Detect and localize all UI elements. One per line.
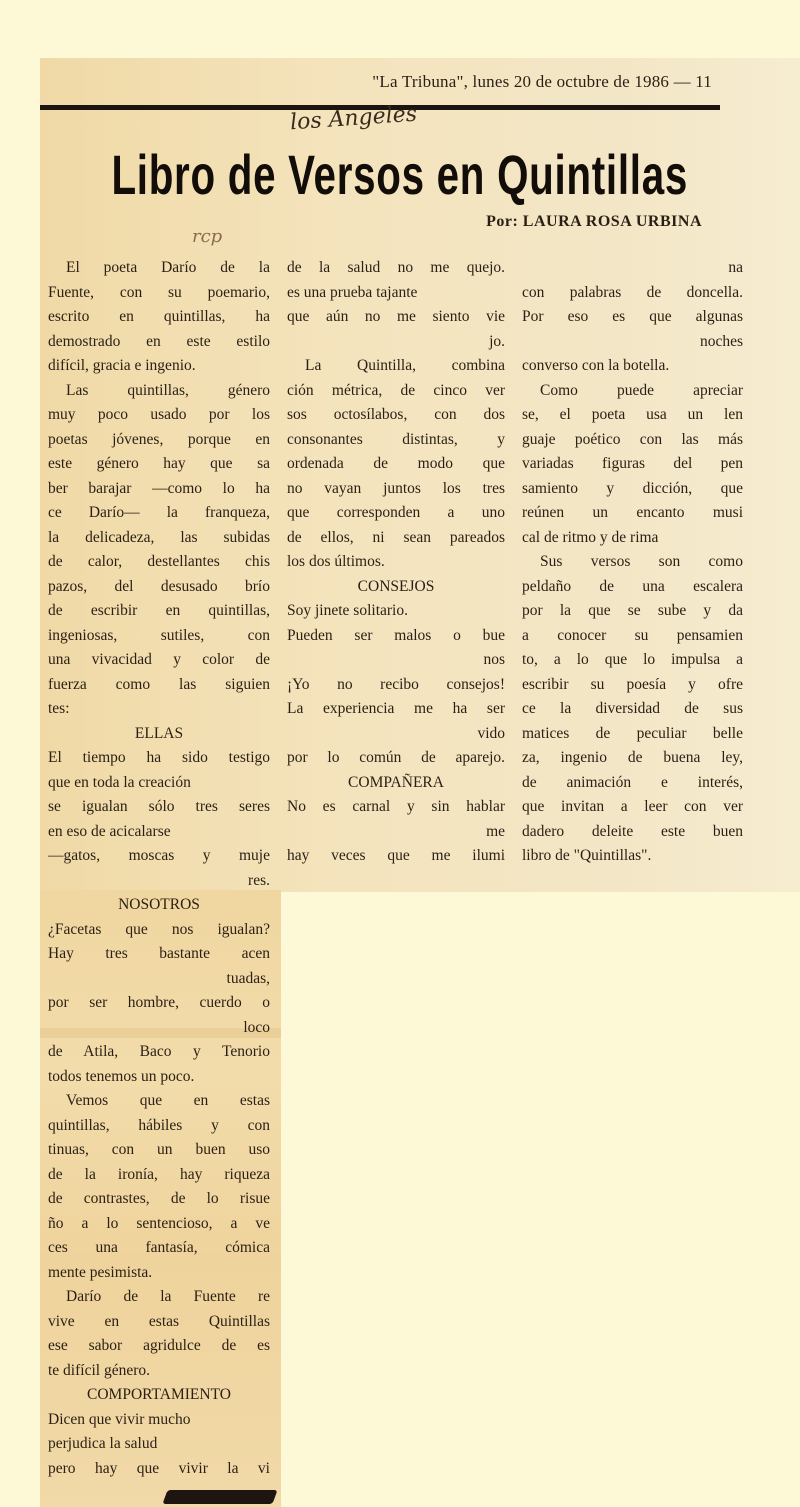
text-line: pazos, del desusado brío [48, 577, 270, 595]
text-line: se igualan sólo tres seres [48, 798, 270, 815]
handwritten-initials: rcp [192, 226, 223, 247]
text-line: sos octosílabos, con dos [287, 406, 505, 423]
section-heading: COMPAÑERA [348, 773, 444, 791]
handwritten-note: los Angeles [289, 101, 418, 136]
text-line: El poeta Darío de la [66, 259, 270, 276]
text-line: Fuente, con su poemario, [48, 283, 270, 301]
text-line: por lo común de aparejo. [287, 749, 505, 766]
text-line: dadero deleite este buen [522, 822, 743, 840]
text-line: Vemos que en estas [66, 1092, 270, 1109]
text-line: demostrado en este estilo [48, 332, 270, 350]
text-line: na [728, 259, 743, 276]
text-line: muy poco usado por los [48, 406, 270, 423]
text-line: ¿Facetas que nos igualan? [48, 920, 270, 938]
text-line: La Quintilla, combina [305, 357, 505, 374]
text-line: ¡Yo no recibo consejos! [287, 675, 505, 693]
text-line: una vivacidad y color de [48, 651, 270, 668]
text-line: no vayan juntos los tres [287, 479, 505, 497]
text-line: escribir su poesía y ofre [522, 675, 743, 693]
section-heading: NOSOTROS [118, 896, 200, 913]
text-line: difícil, gracia e ingenio. [48, 357, 196, 374]
ink-blot [162, 1490, 277, 1504]
text-line: en eso de acicalarse [48, 822, 171, 840]
text-line: Como puede apreciar [540, 381, 743, 399]
text-line: cal de ritmo y de rima [522, 528, 659, 546]
section-heading: COMPORTAMIENTO [87, 1386, 231, 1403]
text-line: hay veces que me ilumi [287, 847, 505, 864]
article-column-3 [522, 256, 743, 869]
text-line: que invitan a leer con ver [522, 798, 743, 815]
text-line: ingeniosas, sutiles, con [48, 626, 270, 644]
text-line: que en toda la creación [48, 773, 191, 791]
text-line: de animación e interés, [522, 773, 743, 791]
text-line: samiento y dicción, que [522, 479, 743, 497]
text-line: pero hay que vivir la vi [48, 1459, 270, 1477]
article-column-1 [48, 256, 270, 1481]
text-line: ese sabor agridulce de es [48, 1337, 270, 1354]
text-line: todos tenemos un poco. [48, 1067, 195, 1085]
text-line: me [486, 822, 505, 840]
text-line: de la ironía, hay riqueza [48, 1165, 270, 1183]
text-line: perjudica la salud [48, 1435, 158, 1452]
text-line: ción métrica, de cinco ver [287, 381, 505, 399]
text-line: res. [248, 871, 270, 889]
text-line: ber barajar —como lo ha [48, 479, 270, 497]
text-line: vido [477, 724, 505, 742]
text-line: de calor, destellantes chis [48, 553, 270, 570]
section-heading: CONSEJOS [357, 577, 435, 595]
text-line: con palabras de doncella. [522, 283, 743, 301]
text-line: tuadas, [226, 969, 270, 987]
text-line: que aún no me siento vie [287, 308, 505, 325]
text-line: noches [699, 332, 743, 350]
text-line: converso con la botella. [522, 357, 670, 374]
text-line: —gatos, moscas y muje [48, 847, 270, 864]
text-line: nos [483, 651, 505, 668]
text-line: te difícil género. [48, 1361, 150, 1379]
text-line: vive en estas Quintillas [48, 1312, 270, 1330]
text-line: este género hay que sa [48, 455, 270, 472]
text-line: mente pesimista. [48, 1263, 153, 1281]
text-line: Pueden ser malos o bue [287, 626, 505, 644]
text-line: por la que se sube y da [522, 602, 743, 619]
text-line: matices de peculiar belle [522, 724, 743, 742]
text-line: jo. [489, 332, 505, 350]
text-line: Dicen que vivir mucho [48, 1410, 191, 1428]
text-line: escrito en quintillas, ha [48, 308, 270, 325]
text-line: reúnen un encanto musi [522, 504, 743, 521]
text-line: variadas figuras del pen [522, 455, 743, 472]
text-line: za, ingenio de buena ley, [522, 749, 743, 766]
text-line: por ser hombre, cuerdo o [48, 994, 270, 1011]
text-line: la delicadeza, las subidas [48, 528, 270, 546]
text-line: guaje poético con las más [522, 430, 743, 448]
text-line: a conocer su pensamien [522, 626, 743, 644]
text-line: La experiencia me ha ser [287, 700, 505, 717]
text-line: es una prueba tajante [287, 283, 418, 301]
text-line: No es carnal y sin hablar [287, 798, 505, 815]
text-line: poetas jóvenes, porque en [48, 430, 270, 448]
text-line: ce Darío— la franqueza, [48, 504, 270, 521]
text-line: loco [243, 1018, 270, 1036]
text-line: de contrastes, de lo risue [48, 1190, 270, 1207]
text-line: fuerza como las siguien [48, 675, 270, 693]
text-line: los dos últimos. [287, 553, 385, 570]
text-line: de escribir en quintillas, [48, 602, 270, 619]
text-line: de Atila, Baco y Tenorio [48, 1043, 270, 1060]
text-line: libro de "Quintillas". [522, 847, 652, 864]
byline: Por: LAURA ROSA URBINA [486, 213, 702, 230]
text-line: de la salud no me quejo. [287, 259, 505, 276]
text-line: Las quintillas, género [66, 381, 270, 399]
article-title: Libro de Versos en Quintillas [111, 143, 688, 206]
article-column-2 [287, 256, 505, 869]
text-line: Darío de la Fuente re [66, 1288, 270, 1305]
text-line: El tiempo ha sido testigo [48, 749, 270, 766]
text-line: to, a lo que lo impulsa a [522, 651, 743, 668]
text-line: tinuas, con un buen uso [48, 1141, 270, 1158]
text-line: Sus versos son como [540, 553, 743, 570]
text-line: ces una fantasía, cómica [48, 1239, 270, 1256]
text-line: de ellos, ni sean pareados [287, 528, 505, 546]
text-line: Por eso es que algunas [522, 308, 743, 325]
text-line: ordenada de modo que [287, 455, 505, 472]
text-line: ño a lo sentencioso, a ve [48, 1214, 270, 1232]
section-heading: ELLAS [134, 724, 184, 742]
text-line: que corresponden a uno [287, 504, 505, 521]
text-line: quintillas, hábiles y con [48, 1116, 270, 1134]
text-line: Hay tres bastante acen [48, 945, 270, 962]
text-line: Soy jinete solitario. [287, 602, 408, 619]
dateline: "La Tribuna", lunes 20 de octubre de 1986 — 11 [372, 72, 712, 91]
text-line: peldaño de una escalera [522, 577, 743, 595]
text-line: se, el poeta usa un len [522, 406, 743, 423]
text-line: ce la diversidad de sus [522, 700, 743, 717]
text-line: consonantes distintas, y [287, 430, 505, 448]
text-line: tes: [48, 700, 70, 717]
